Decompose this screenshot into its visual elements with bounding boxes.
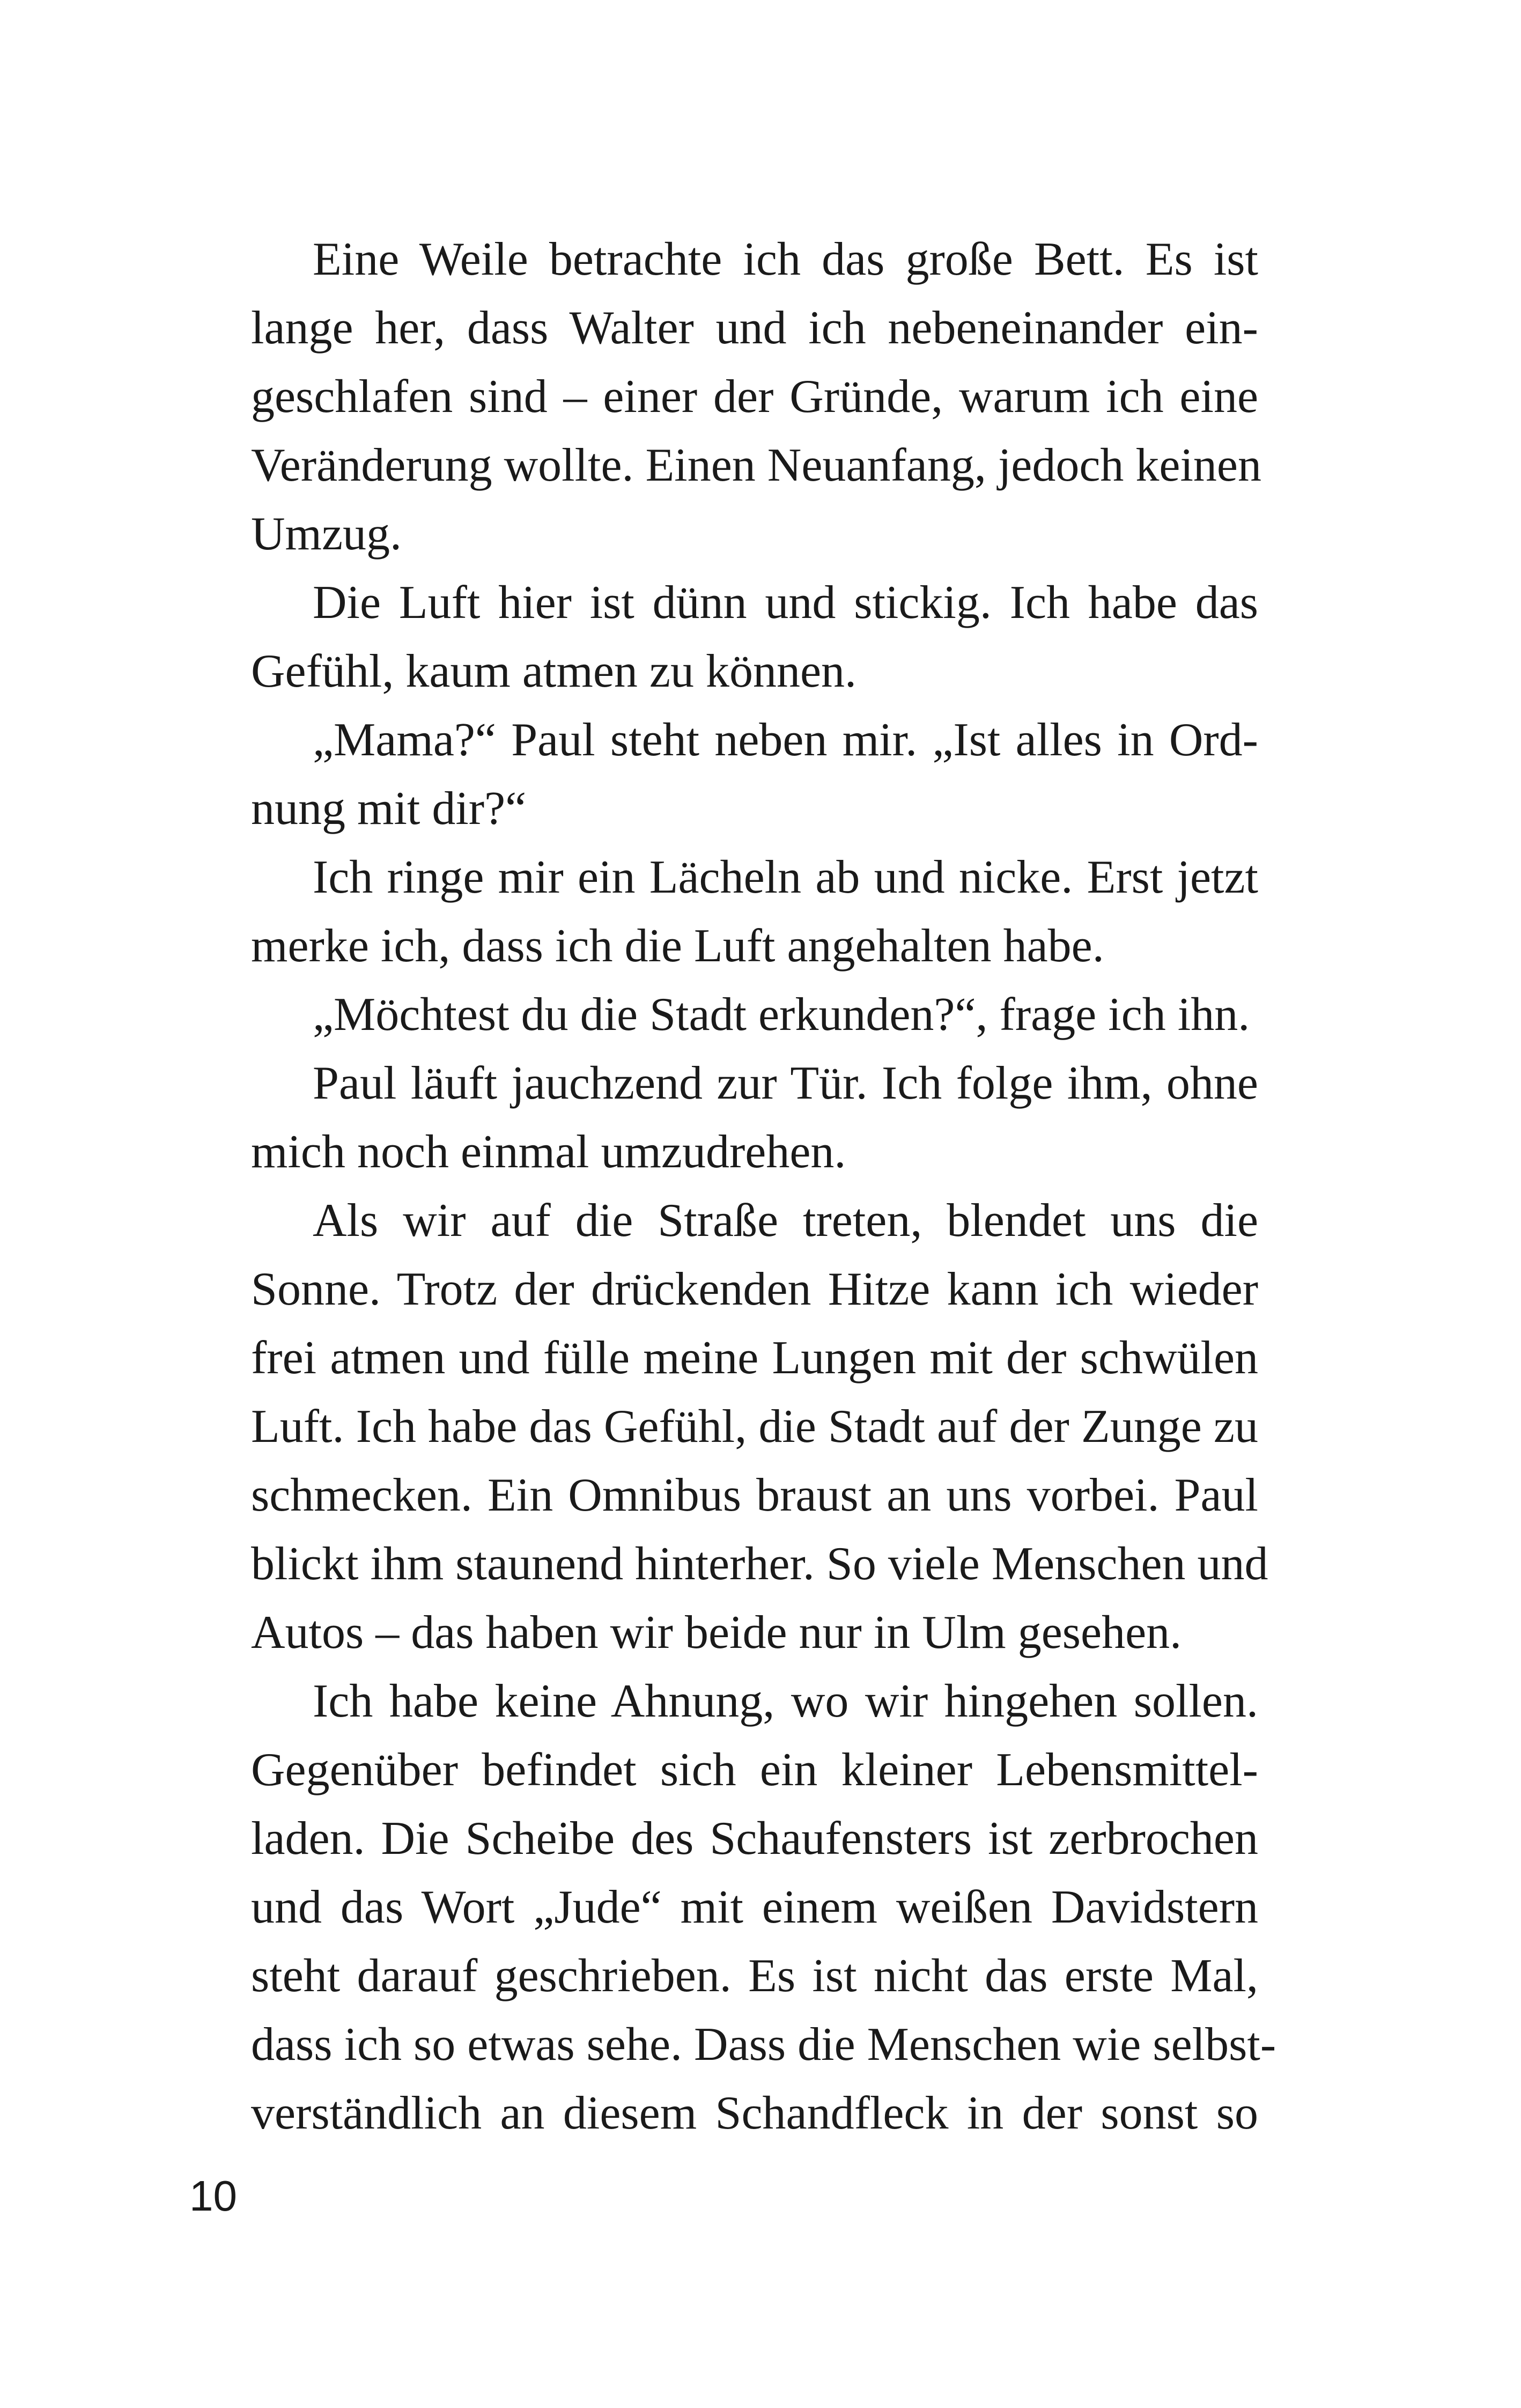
text-line: und das Wort „Jude“ mit einem weißen Davidstern — [251, 1881, 1258, 1933]
text-line: Umzug. — [251, 508, 402, 560]
text-line: „Möchtest du die Stadt erkunden?“, frage ich ihn. — [313, 989, 1250, 1041]
text-line: Veränderung wollte. Einen Neuanfang, jedoch keinen — [251, 439, 1261, 491]
text-line: merke ich, dass ich die Luft angehalten habe. — [251, 920, 1104, 972]
text-line: Paul läuft jauchzend zur Tür. Ich folge ihm, ohne — [313, 1057, 1258, 1109]
text-line: Sonne. Trotz der drückenden Hitze kann ich wieder — [251, 1263, 1258, 1315]
text-line: Luft. Ich habe das Gefühl, die Stadt auf der Zunge zu — [251, 1401, 1258, 1453]
text-line: Die Luft hier ist dünn und stickig. Ich habe das — [313, 577, 1258, 629]
paragraph — [189, 1049, 1258, 1187]
paragraph — [189, 981, 1258, 1049]
paragraph — [189, 1667, 1276, 2148]
text-line: „Mama?“ Paul steht neben mir. „Ist alles in Ord- — [313, 714, 1258, 766]
text-line: schmecken. Ein Omnibus braust an uns vorbei. Paul — [251, 1469, 1258, 1521]
paragraph — [189, 1187, 1268, 1667]
text-line: Eine Weile betrachte ich das große Bett. Es ist — [313, 233, 1258, 285]
text-line: Ich habe keine Ahnung, wo wir hingehen sollen. — [313, 1675, 1258, 1727]
text-line: nung mit dir?“ — [251, 783, 527, 835]
text-line: blickt ihm staunend hinterher. So viele Menschen und — [251, 1538, 1268, 1590]
text-line: mich noch einmal umzudrehen. — [251, 1126, 846, 1178]
book-page-text — [189, 225, 1276, 2148]
paragraph — [189, 225, 1261, 569]
text-line: steht darauf geschrieben. Es ist nicht das erste Mal, — [251, 1950, 1258, 2002]
text-line: verständlich an diesem Schandfleck in der sonst so — [251, 2087, 1258, 2139]
text-line: frei atmen und fülle meine Lungen mit der schwülen — [251, 1332, 1258, 1384]
text-line: lange her, dass Walter und ich nebeneinander ein- — [251, 302, 1258, 354]
text-line: dass ich so etwas sehe. Dass die Menschen wie selbst- — [251, 2019, 1276, 2071]
paragraph — [189, 843, 1258, 981]
text-line: Gegenüber befindet sich ein kleiner Lebensmittel- — [251, 1744, 1258, 1796]
text-line: Ich ringe mir ein Lächeln ab und nicke. Erst jetzt — [313, 851, 1258, 903]
paragraph — [189, 569, 1258, 706]
page-number: 10 — [189, 2172, 237, 2220]
text-line: laden. Die Scheibe des Schaufensters ist zerbrochen — [251, 1813, 1258, 1865]
text-line: Autos – das haben wir beide nur in Ulm gesehen. — [251, 1607, 1182, 1659]
text-line: Gefühl, kaum atmen zu können. — [251, 645, 857, 697]
paragraph — [189, 706, 1258, 843]
text-line: Als wir auf die Straße treten, blendet uns die — [313, 1195, 1258, 1247]
text-line: geschlafen sind – einer der Gründe, warum ich eine — [251, 371, 1258, 423]
